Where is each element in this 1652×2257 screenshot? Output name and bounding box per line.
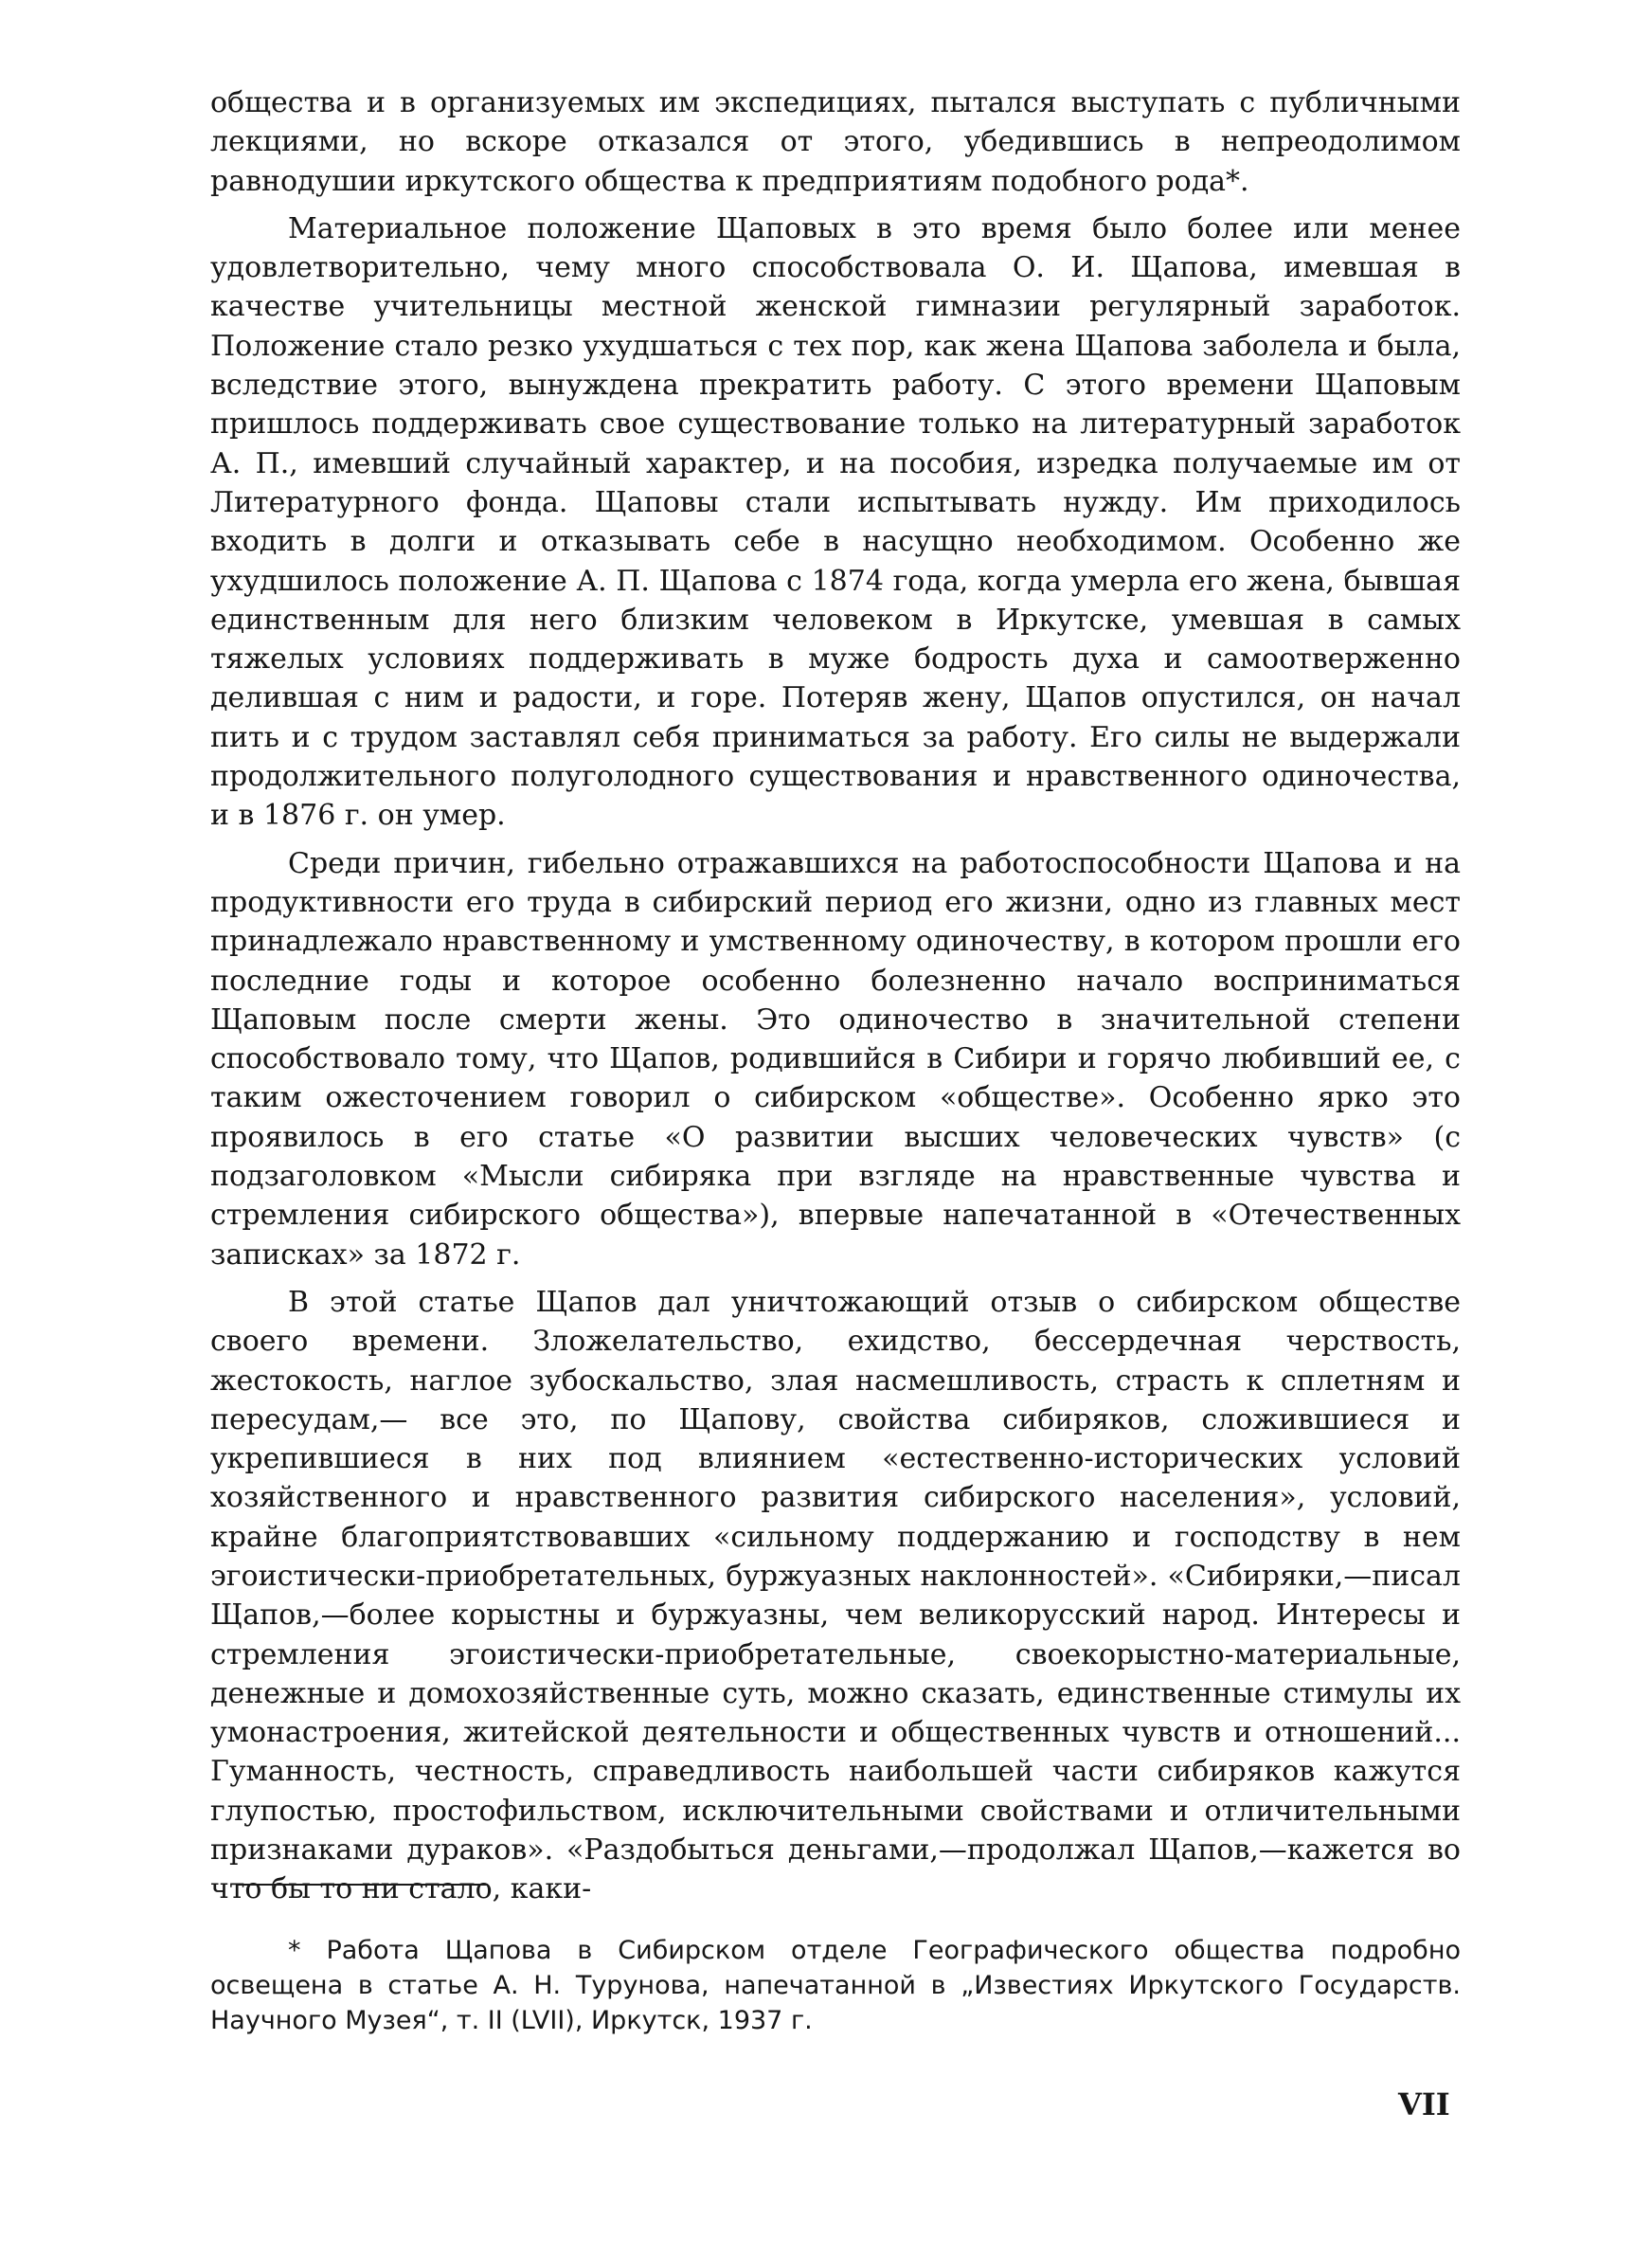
paragraph-article-review: В этой статье Щапов дал уничтожающий отзыв о сибирском обществе своего времени. Зложелательство, ехидство, бессердечная черствость, жестокость, наглое зубоскальство, злая насмешливость, страсть к сплетням и пересудам,— все это, по Щапову, свойства сибиряков, сложившиеся и укрепившиеся в них под влиянием «естественно-исторических условий хозяйственного и нравственного развития сибирского населения», условий, крайне благоприятствовавших «сильному поддержанию и господству в нем эгоистически-приобретательных, буржуазных наклонностей». «Сибиряки,—писал Щапов,—более корыстны и буржуазны, чем великорусский народ. Интересы и стремления эгоистически-приобретательные, своекорыстно-материальные, денежные и домохозяйственные суть, можно сказать, единственные стимулы их умонастроения, житейской деятельности и общественных чувств и отношений... Гуманность, честность, справедливость наибольшей части сибиряков кажутся глупостью, простофильством, исключительными свойствами и отличительными признаками дураков». «Раздобыться деньгами,—продолжал Щапов,—кажется во что бы то ни стало, каки- — [210, 1285, 1461, 1906]
paragraph-loneliness: Среди причин, гибельно отражавшихся на работоспособности Щапова и на продуктивности его труда в сибирский период его жизни, одно из главных мест принадлежало нравственному и умственному одиночеству, в котором прошли его последние годы и которое особенно болезненно начало восприниматься Щаповым после смерти жены. Это одиночество в значительной степени способствовало тому, что Щапов, родившийся в Сибири и горячо любивший ее, с таким ожесточением говорил о сибирском «обществе». Особенно ярко это проявилось в его статье «О развитии высших человеческих чувств» (с подзаголовком «Мысли сибиряка при взгляде на нравственные чувства и стремления сибирского общества»), впервые напечатанной в «Отечественных записках» за 1872 г. — [210, 846, 1461, 1272]
paragraph-material-situation: Материальное положение Щаповых в это время было более или менее удовлетворительно, чему много способствовала О. И. Щапова, имевшая в качестве учительницы местной женской гимназии регулярный заработок. Положение стало резко ухудшаться с тех пор, как жена Щапова заболела и была, вследствие этого, вынуждена прекратить работу. С этого времени Щаповым пришлось поддерживать свое существование только на литературный заработок А. П., имевший случайный характер, и на пособия, изредка получаемые им от Литературного фонда. Щаповы стали испытывать нужду. Им приходилось входить в долги и отказывать себе в насущно необходимом. Особенно же ухудшилось положение А. П. Щапова с 1874 года, когда умерла его жена, бывшая единственным для него близким человеком в Иркутске, умевшая в самых тяжелых условиях поддерживать в муже бодрость духа и самоотверженно делившая с ним и радости, и горе. Потеряв жену, Щапов опустился, он начал пить и с трудом заставлял себя приниматься за работу. Его силы не выдержали продолжительного полуголодного существования и нравственного одиночества, и в 1876 г. он умер. — [210, 211, 1461, 833]
footnote-divider — [237, 1884, 488, 1886]
main-text — [210, 83, 1461, 1918]
footnote: * Работа Щапова в Сибирском отделе Географического общества подробно освещена в статье А. Н. Турунова, напечатанной в „Известиях Иркутского Государств. Научного Музея“, т. II (LVII), Иркутск, 1937 г. — [210, 1936, 1461, 2035]
page-number: VII — [1398, 2086, 1450, 2122]
paragraph-continuation: общества и в организуемых им экспедициях, пытался выступать с публичными лекциями, но вскоре отказался от этого, убедившись в непреодолимом равнодушии иркутского общества к предприятиям подобного рода*. — [210, 86, 1461, 198]
